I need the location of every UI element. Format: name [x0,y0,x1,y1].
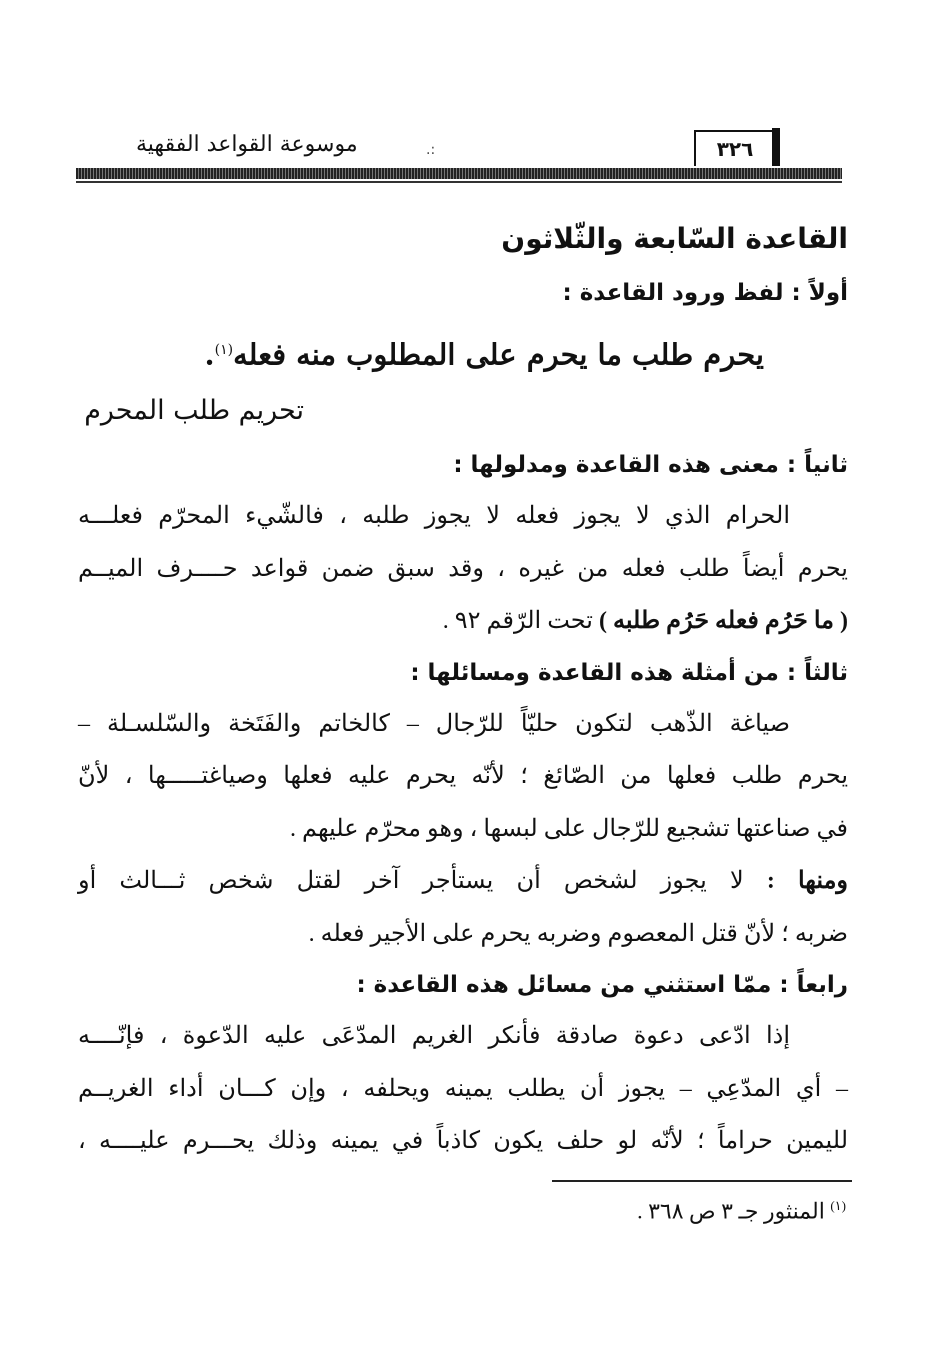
header-ornament: .: [426,142,436,158]
page-content [78,210,848,1168]
page-number: ٣٢٦ [694,130,776,166]
section-heading-examples: ثالثاً : من أمثلة هذه القاعدة ومسائلها : [410,659,848,686]
example-text: لا يجوز لشخص أن يستأجر آخر لقتل شخص ثـــالث أو [78,868,744,894]
paragraph-line: إذا ادّعى دعوة صادقة فأنكر الغريم المدّعَى عليه الدّعوة ، فإنّــــه [78,1023,790,1049]
paragraph-line: الحرام الذي لا يجوز فعله لا يجوز طلبه ، فالشّيء المحرّم فعلـــه [78,503,790,529]
header-rule-thin [76,181,842,183]
meaning-paragraph [78,490,848,648]
rule-statement [78,318,848,382]
header-rule [76,168,842,179]
exceptions-paragraph [78,1010,848,1168]
book-title: موسوعة القواعد الفقهية [136,132,358,157]
paragraph-line: يحرم طلب فعلها من الصّائغ ؛ لأنّه يحرم عليه فعلها وصياغتـــــها ، لأنّ [78,763,848,789]
footnote-ref: (١) [214,342,234,358]
rule-statement-end: . [204,337,215,372]
section-heading-exceptions: رابعاً : ممّا استثني من مسائل هذه القاعدة : [356,972,848,998]
rule-title: القاعدة السّابعة والثّلاثون [501,222,848,255]
paragraph-line [78,595,848,648]
cross-reference: ( ما حَرُم فعله حَرُم طلبه ) [598,608,848,634]
paragraph-line: لليمين حراماً ؛ لأنّه لو حلف يكون كاذباً في يمينه وذلك يحـــرم عليــــه ، [78,1128,849,1154]
paragraph-line: – أي المدّعِي – يجوز أن يطلب يمينه ويحلفه ، وإن كـــان أداء الغريــم [78,1075,848,1102]
paragraph-line [78,855,848,908]
paragraph-line: يحرم أيضاً طلب فعله من غيره ، وقد سبق ضمن قواعد حــــرف الميــم [78,555,848,582]
example-lead: ومنها : [766,868,849,894]
paragraph-line: صياغة الذّهب لتكون حليّاً للرّجال – كالخاتم والفَتَخة والسّلسـلة – [78,710,790,737]
rule-alt-title: تحريم طلب المحرم [84,395,304,426]
paragraph-line: في صناعتها تشجيع للرّجال على لبسها ، وهو محرّم عليهم . [289,815,848,842]
examples-paragraph [78,698,848,961]
cross-reference-number: تحت الرّقم ٩٢ . [442,608,593,634]
footnote [550,1198,846,1224]
paragraph-line: ضربه ؛ لأنّ قتل المعصوم وضربه يحرم على الأجير فعله . [308,920,848,947]
page-header [76,120,842,186]
section-heading-meaning: ثانياً : معنى هذه القاعدة ومدلولها : [453,452,848,478]
footnote-separator [552,1180,852,1182]
section-heading-wording: أولاً : لفظ ورود القاعدة : [562,280,848,306]
page-number-bar [772,128,780,166]
rule-statement-text: يحرم طلب ما يحرم على المطلوب منه فعله [233,337,764,372]
footnote-text: المنثور جـ ٣ ص ٣٦٨ . [637,1198,825,1224]
footnote-marker: (١) [830,1198,846,1213]
